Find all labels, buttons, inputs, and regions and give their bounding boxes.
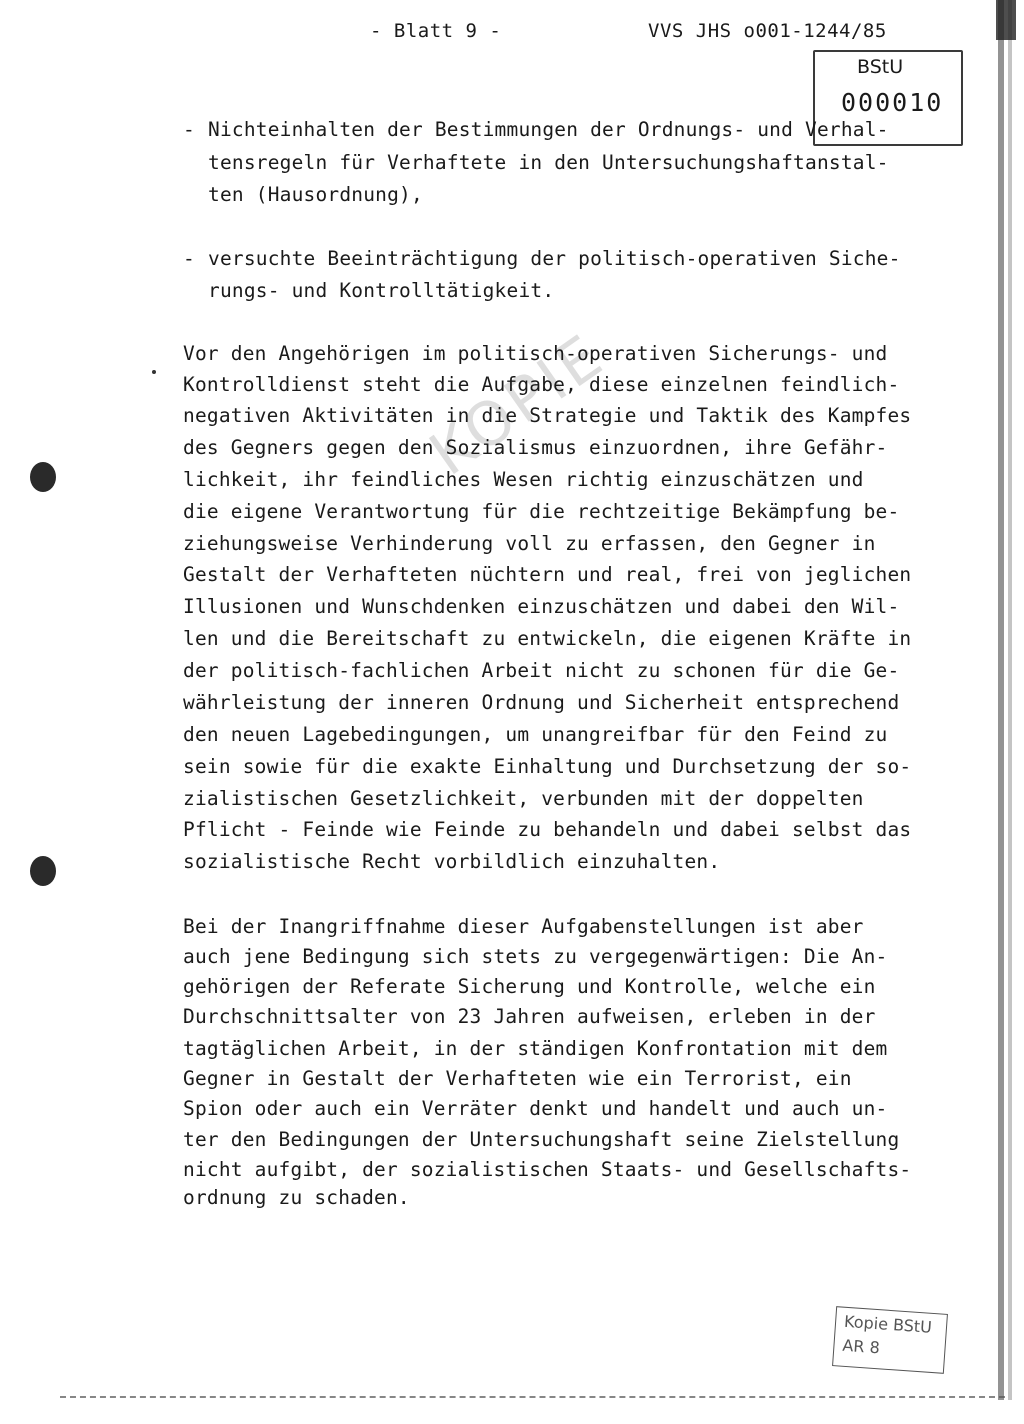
paragraph-line: die eigene Verantwortung für die rechtzeitige Bekämpfung be- bbox=[183, 500, 900, 523]
paragraph-line: negativen Aktivitäten in die Strategie und Taktik des Kampfes bbox=[183, 404, 912, 427]
paragraph-line: Gestalt der Verhafteten nüchtern und real, frei von jeglichen bbox=[183, 563, 912, 586]
paragraph-line: des Gegners gegen den Sozialismus einzuordnen, ihre Gefähr- bbox=[183, 436, 888, 459]
bullet-line: tensregeln für Verhaftete in den Untersuchungshaftanstal- bbox=[208, 151, 889, 174]
paragraph-line: ziehungsweise Verhinderung voll zu erfassen, den Gegner in bbox=[183, 532, 876, 555]
paragraph-line: sozialistische Recht vorbildlich einzuhalten. bbox=[183, 850, 721, 873]
paragraph-line: zialistischen Gesetzlichkeit, verbunden mit der doppelten bbox=[183, 787, 864, 810]
bullet-line: Nichteinhalten der Bestimmungen der Ordnungs- und Verhal- bbox=[208, 118, 889, 141]
bullet-line: ten (Hausordnung), bbox=[208, 183, 423, 206]
paragraph-line: gehörigen der Referate Sicherung und Kontrolle, welche ein bbox=[183, 975, 876, 998]
paragraph-line: ter den Bedingungen der Untersuchungshaft seine Zielstellung bbox=[183, 1128, 900, 1151]
paragraph-line: nicht aufgibt, der sozialistischen Staats- und Gesellschafts- bbox=[183, 1158, 912, 1181]
paragraph-line: Durchschnittsalter von 23 Jahren aufweisen, erleben in der bbox=[183, 1005, 876, 1028]
bullet-line: rungs- und Kontrolltätigkeit. bbox=[208, 279, 555, 302]
reference-number: VVS JHS o001-1244/85 bbox=[648, 20, 887, 42]
paragraph-line: auch jene Bedingung sich stets zu vergegenwärtigen: Die An- bbox=[183, 945, 888, 968]
scan-bottom-edge bbox=[60, 1390, 1005, 1398]
bullet-marker: - bbox=[183, 118, 195, 141]
page-label: - Blatt 9 - bbox=[370, 20, 502, 42]
paragraph-line: währleistung der inneren Ordnung und Sicherheit entsprechend bbox=[183, 691, 900, 714]
bullet-marker: - bbox=[183, 247, 195, 270]
paragraph-line: Pflicht - Feinde wie Feinde zu behandeln und dabei selbst das bbox=[183, 818, 912, 841]
paragraph-line: der politisch-fachlichen Arbeit nicht zu schonen für die Ge- bbox=[183, 659, 900, 682]
paragraph-line: Vor den Angehörigen im politisch-operativen Sicherungs- und bbox=[183, 342, 888, 365]
paragraph-line: Spion oder auch ein Verräter denkt und handelt und auch un- bbox=[183, 1097, 888, 1120]
faint-watermark: KOPIE bbox=[417, 320, 618, 490]
paragraph-line: len und die Bereitschaft zu entwickeln, die eigenen Kräfte in bbox=[183, 627, 912, 650]
paragraph-line: tagtäglichen Arbeit, in der ständigen Konfrontation mit dem bbox=[183, 1037, 888, 1060]
bullet-line: versuchte Beeinträchtigung der politisch-operativen Siche- bbox=[208, 247, 901, 270]
copy-stamp-line1: Kopie BStU bbox=[843, 1311, 933, 1337]
paragraph-line: lichkeit, ihr feindliches Wesen richtig einzuschätzen und bbox=[183, 468, 864, 491]
paragraph-line: Illusionen und Wunschdenken einzuschätzen und dabei den Wil- bbox=[183, 595, 900, 618]
paragraph-line: Kontrolldienst steht die Aufgabe, diese einzelnen feindlich- bbox=[183, 373, 900, 396]
copy-stamp bbox=[832, 1306, 948, 1374]
scan-edge bbox=[996, 0, 1018, 1400]
stamp-org: BStU bbox=[857, 56, 904, 78]
paragraph-line: sein sowie für die exakte Einhaltung und Durchsetzung der so- bbox=[183, 755, 912, 778]
copy-stamp-line2: AR 8 bbox=[841, 1335, 881, 1358]
paragraph-line: Gegner in Gestalt der Verhafteten wie ein Terrorist, ein bbox=[183, 1067, 852, 1090]
paragraph-line: ordnung zu schaden. bbox=[183, 1186, 410, 1209]
punch-hole-top bbox=[30, 462, 56, 492]
speck bbox=[152, 370, 156, 374]
punch-hole-bottom bbox=[30, 856, 56, 886]
stamp-number: 000010 bbox=[841, 88, 944, 117]
paragraph-line: Bei der Inangriffnahme dieser Aufgabenstellungen ist aber bbox=[183, 915, 864, 938]
paragraph-line: den neuen Lagebedingungen, um unangreifbar für den Feind zu bbox=[183, 723, 888, 746]
